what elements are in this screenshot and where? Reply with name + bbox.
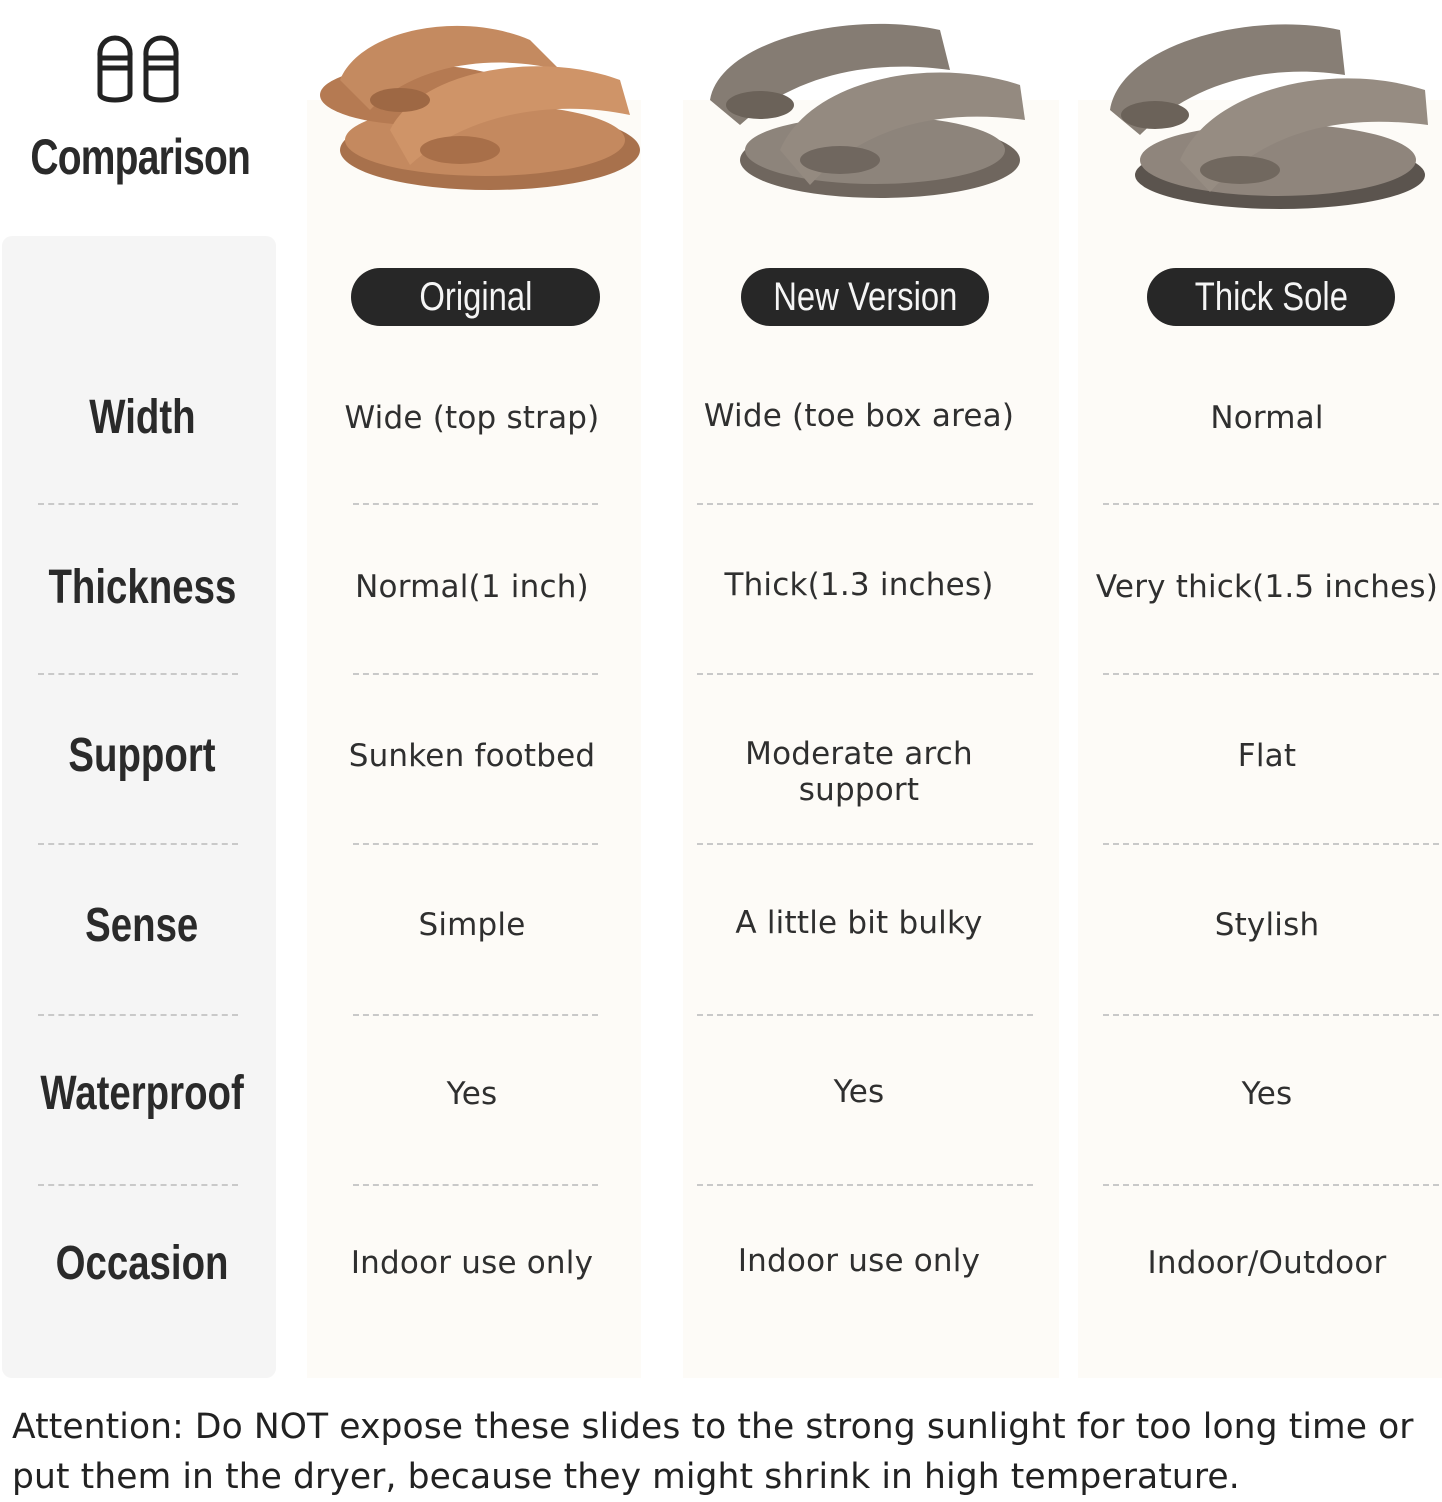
- cell-support-new-version: Moderate arch support: [745, 736, 973, 808]
- cell-thickness-original: Normal(1 inch): [355, 569, 589, 605]
- cell-sense-new-version: A little bit bulky: [735, 905, 983, 941]
- product-label-new-version: New Version: [741, 268, 989, 326]
- cell-thickness-thick-sole: Very thick(1.5 inches): [1095, 569, 1439, 605]
- row-divider: [697, 503, 1033, 505]
- row-divider: [38, 843, 238, 845]
- row-divider: [1103, 843, 1439, 845]
- row-divider: [1103, 1014, 1439, 1016]
- row-divider: [38, 673, 238, 675]
- row-divider: [697, 1014, 1033, 1016]
- row-divider: [1103, 673, 1439, 675]
- cell-support-original: Sunken footbed: [348, 738, 596, 774]
- row-label-thickness: Thickness: [48, 561, 236, 614]
- row-label-sense: Sense: [85, 899, 199, 952]
- cell-width-new-version: Wide (toe box area): [703, 398, 1015, 434]
- cell-waterproof-thick-sole: Yes: [1241, 1076, 1293, 1112]
- row-divider: [353, 1184, 598, 1186]
- row-divider: [1103, 503, 1439, 505]
- page-title: Comparison: [30, 129, 251, 185]
- row-divider: [353, 1014, 598, 1016]
- cell-waterproof-new-version: Yes: [833, 1074, 885, 1110]
- row-divider: [353, 673, 598, 675]
- cell-sense-thick-sole: Stylish: [1214, 907, 1320, 943]
- row-divider: [353, 503, 598, 505]
- attention-notice: Attention: Do NOT expose these slides to the strong sunlight for too long time or put them in the dryer, because they might shrink in high temperature.: [12, 1407, 1414, 1497]
- row-divider: [1103, 1184, 1439, 1186]
- row-label-support: Support: [68, 729, 216, 782]
- cell-sense-original: Simple: [418, 907, 526, 943]
- cell-width-original: Wide (top strap): [344, 400, 600, 436]
- thick-sole-slipper-image: [1100, 0, 1440, 215]
- gray-slide-slipper-image: [700, 0, 1040, 210]
- row-label-occasion: Occasion: [55, 1237, 229, 1290]
- row-divider: [697, 673, 1033, 675]
- cell-occasion-original: Indoor use only: [350, 1245, 594, 1281]
- row-divider: [38, 503, 238, 505]
- brown-slide-slipper-image: [300, 0, 650, 210]
- row-divider: [697, 843, 1033, 845]
- product-label-original: Original: [351, 268, 600, 326]
- row-label-width: Width: [88, 391, 196, 444]
- row-divider: [353, 843, 598, 845]
- cell-width-thick-sole: Normal: [1210, 400, 1324, 436]
- row-divider: [38, 1184, 238, 1186]
- row-divider: [697, 1184, 1033, 1186]
- cell-occasion-new-version: Indoor use only: [737, 1243, 981, 1279]
- row-label-waterproof: Waterproof: [40, 1067, 244, 1120]
- slipper-pair-icon: [92, 22, 184, 104]
- row-divider: [38, 1014, 238, 1016]
- cell-occasion-thick-sole: Indoor/Outdoor: [1147, 1245, 1387, 1281]
- cell-waterproof-original: Yes: [446, 1076, 498, 1112]
- cell-support-thick-sole: Flat: [1237, 738, 1297, 774]
- cell-thickness-new-version: Thick(1.3 inches): [724, 567, 994, 603]
- product-label-thick-sole: Thick Sole: [1147, 268, 1395, 326]
